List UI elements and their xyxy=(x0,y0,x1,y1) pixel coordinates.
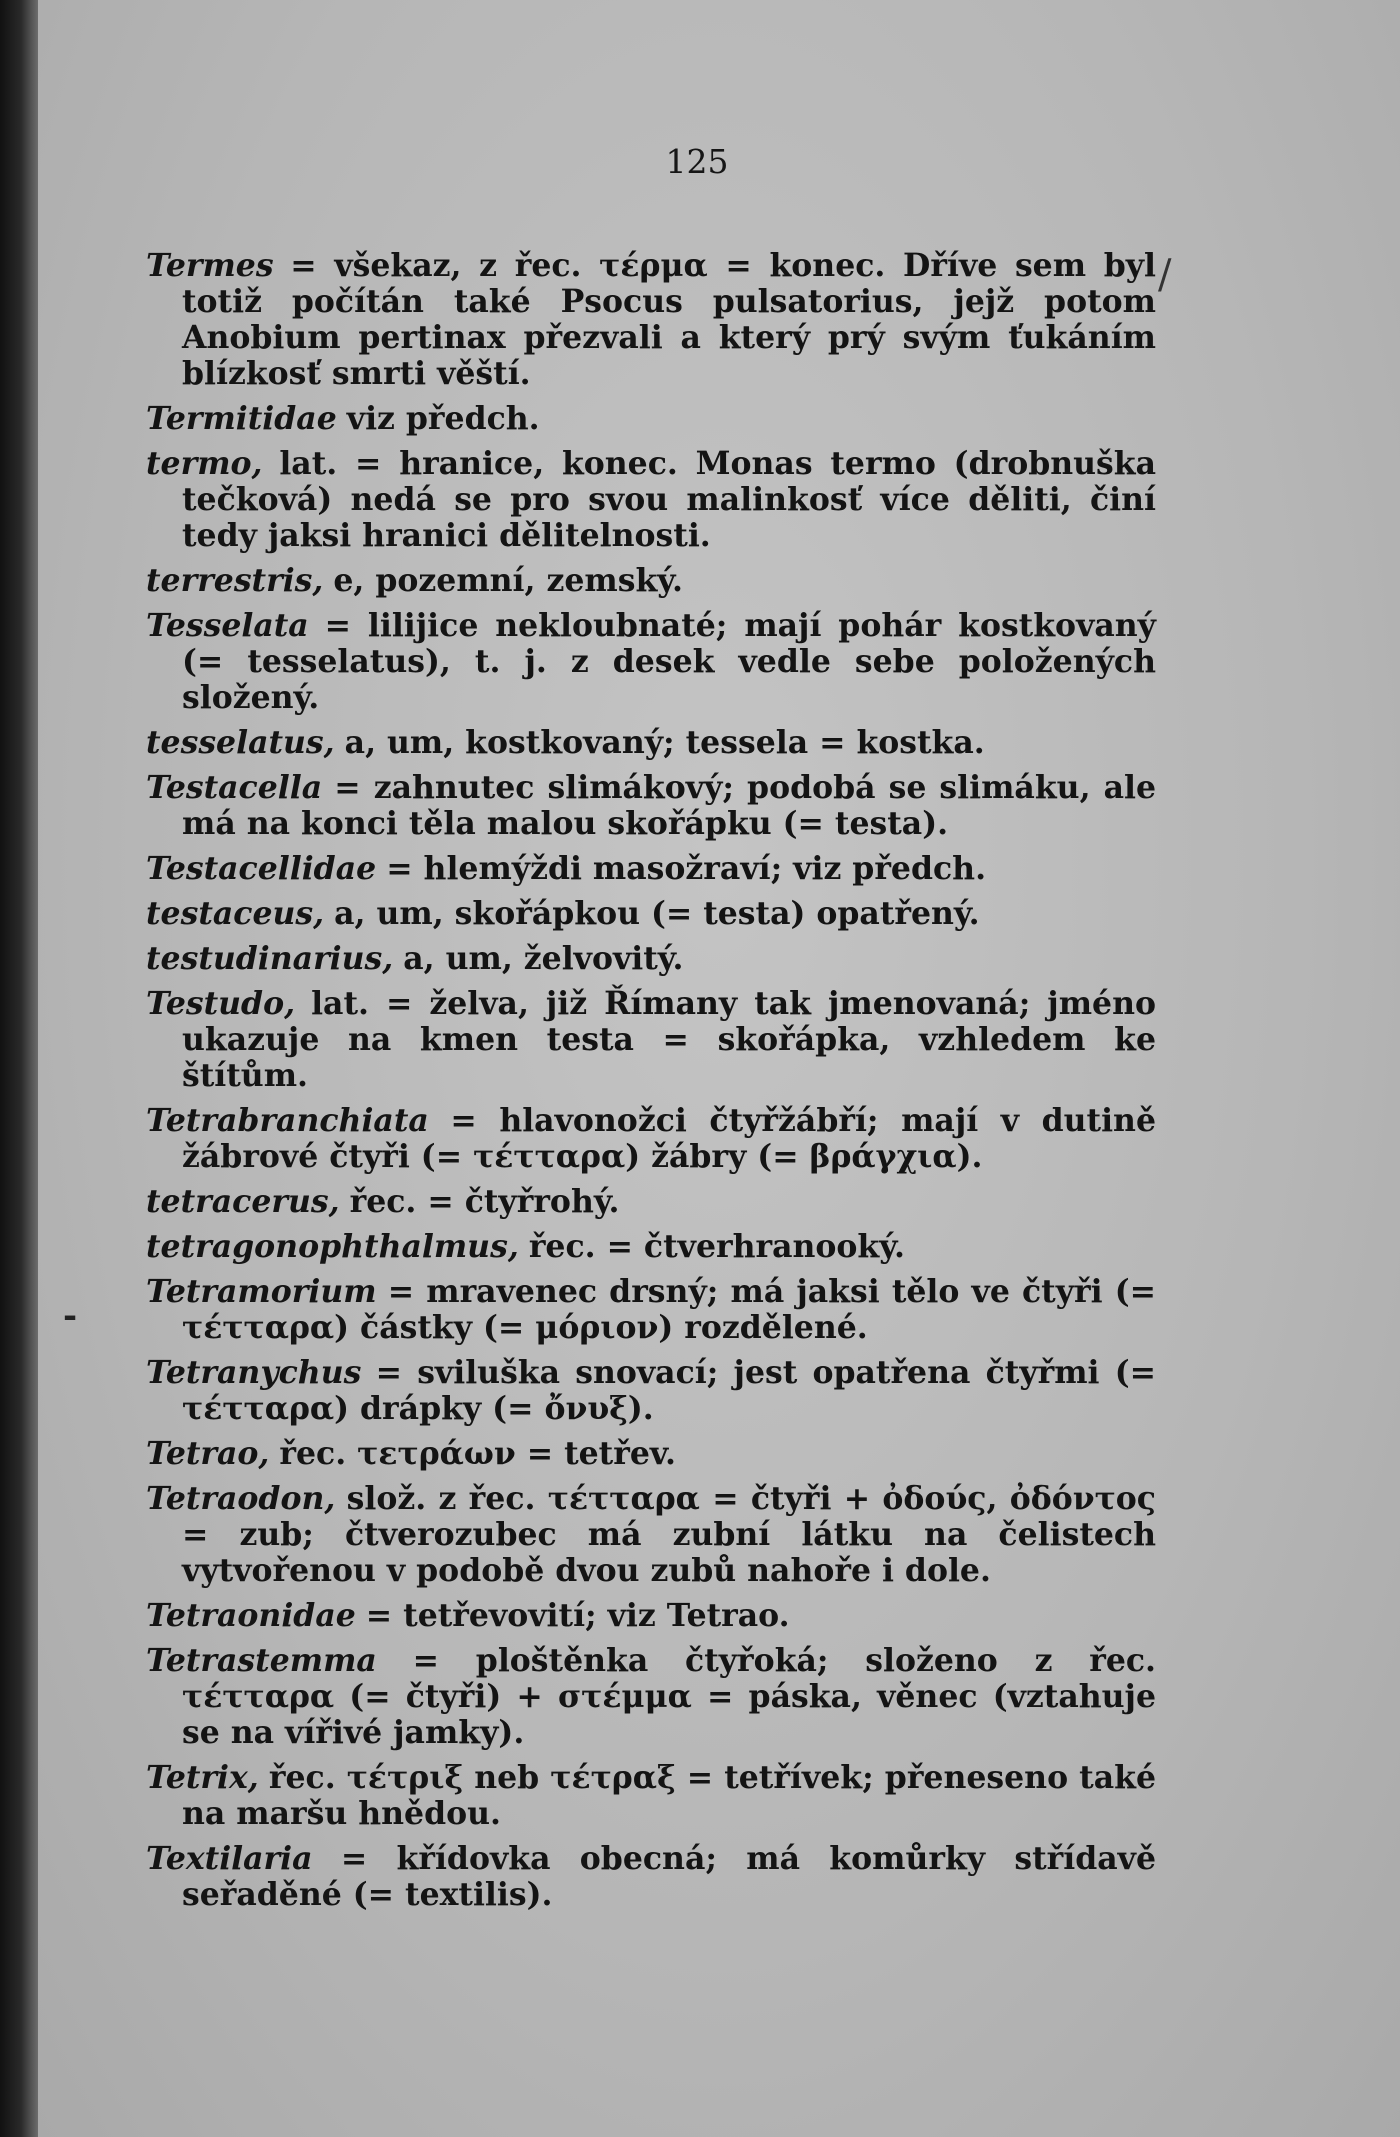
entry-text: = všekaz, z řec. τέρμα = konec. Dříve sem byl totiž počítán také Psocus pulsatorius, jejž potom Anobium pertinax přezvali a který prý svým ťukáním blízkosť smrti věští. xyxy=(182,247,1157,392)
entry-text: = křídovka obecná; má komůrky střídavě seřaděné (= textilis). xyxy=(182,1840,1157,1913)
scanned-page xyxy=(38,0,1400,2137)
entry-head: Testacellidae xyxy=(146,850,377,887)
entry-termitidae xyxy=(146,401,1156,437)
entry-tetrabranchiata xyxy=(146,1103,1156,1175)
entry-text: = sviluška snovací; jest opatřena čtyřmi (= τέτταρα) drápky (= ὄνυξ). xyxy=(182,1354,1157,1427)
entry-testaceus xyxy=(146,896,1156,932)
entry-text: a, um, skořápkou (= testa) opatřený. xyxy=(334,895,980,932)
margin-mark-dash: - xyxy=(63,1296,78,1336)
entry-head: terrestris, xyxy=(146,562,324,599)
entry-tetrastemma xyxy=(146,1643,1156,1751)
dictionary-entries xyxy=(146,248,1156,1922)
entry-tetragonophthalmus xyxy=(146,1229,1156,1265)
entry-testacella xyxy=(146,770,1156,842)
entry-head: Termitidae xyxy=(146,400,337,437)
entry-text: = tetřevovití; viz Tetrao. xyxy=(365,1597,790,1634)
entry-tetranychus xyxy=(146,1355,1156,1427)
entry-head: testaceus, xyxy=(146,895,325,932)
entry-head: Textilaria xyxy=(146,1840,313,1877)
entry-tetracerus xyxy=(146,1184,1156,1220)
entry-head: Tetrix, xyxy=(146,1759,259,1796)
entry-head: Tetrabranchiata xyxy=(146,1102,429,1139)
entry-head: Tetramorium xyxy=(146,1273,377,1310)
entry-text: = hlemýždi masožraví; viz předch. xyxy=(386,850,987,887)
entry-head: termo, xyxy=(146,445,263,482)
entry-text: slož. z řec. τέτταρα = čtyři + ὀδούς, ὀδόντος = zub; čtverozubec má zubní látku na čelistech vytvořenou v podobě dvou zubů nahoře i dole. xyxy=(182,1480,1156,1589)
entry-tesselatus xyxy=(146,725,1156,761)
entry-text: a, um, kostkovaný; tessela = kostka. xyxy=(344,724,985,761)
entry-head: Termes xyxy=(146,247,274,284)
entry-testudinarius xyxy=(146,941,1156,977)
entry-head: Tetraonidae xyxy=(146,1597,356,1634)
entry-tetrao xyxy=(146,1436,1156,1472)
entry-testudo xyxy=(146,986,1156,1094)
entry-head: tetragonophthalmus, xyxy=(146,1228,519,1265)
entry-head: Tetrastemma xyxy=(146,1642,377,1679)
entry-head: tetracerus, xyxy=(146,1183,340,1220)
entry-tetraonidae xyxy=(146,1598,1156,1634)
entry-termo xyxy=(146,446,1156,554)
entry-head: Testacella xyxy=(146,769,323,806)
entry-head: Tetranychus xyxy=(146,1354,362,1391)
entry-head: Tesselata xyxy=(146,607,309,644)
entry-tetramorium xyxy=(146,1274,1156,1346)
entry-text: = ploštěnka čtyřoká; složeno z řec. τέτταρα (= čtyři) + στέμμα = páska, věnec (vztahuje se na vířivé jamky). xyxy=(182,1642,1157,1751)
entry-testacellidae xyxy=(146,851,1156,887)
page-number: 125 xyxy=(665,142,729,181)
entry-tetraodon xyxy=(146,1481,1156,1589)
entry-text: e, pozemní, zemský. xyxy=(333,562,683,599)
entry-text: řec. τετράων = tetřev. xyxy=(279,1435,676,1472)
entry-text: = zahnutec slimákový; podobá se slimáku, ale má na konci těla malou skořápku (= testa). xyxy=(182,769,1157,842)
entry-head: Tetrao, xyxy=(146,1435,270,1472)
margin-mark-slash: / xyxy=(1158,252,1172,298)
entry-text: lat. = hranice, konec. Monas termo (drobnuška tečková) nedá se pro svou malinkosť více děliti, činí tedy jaksi hranici dělitelnosti. xyxy=(182,445,1157,554)
entry-text: řec. = čtyřrohý. xyxy=(349,1183,620,1220)
entry-tetrix xyxy=(146,1760,1156,1832)
entry-head: tesselatus, xyxy=(146,724,335,761)
entry-text: řec. τέτριξ neb τέτραξ = tetřívek; přeneseno také na maršu hnědou. xyxy=(182,1759,1157,1832)
entry-tesselata xyxy=(146,608,1156,716)
entry-head: Testudo, xyxy=(146,985,296,1022)
entry-head: testudinarius, xyxy=(146,940,394,977)
entry-text: = hlavonožci čtyřžábří; mají v dutině žábrové čtyři (= τέτταρα) žábry (= βράγχια). xyxy=(182,1102,1156,1175)
entry-text: lat. = želva, již Římany tak jmenovaná; jméno ukazuje na kmen testa = skořápka, vzhledem ke štítům. xyxy=(182,985,1156,1094)
entry-text: = mravenec drsný; má jaksi tělo ve čtyři (= τέτταρα) částky (= μόριον) rozdělené. xyxy=(182,1273,1156,1346)
entry-text: řec. = čtverhranooký. xyxy=(528,1228,905,1265)
entry-text: = lilijice nekloubnaté; mají pohár kostkovaný (= tesselatus), t. j. z desek vedle sebe položených složený. xyxy=(182,607,1156,716)
entry-textilaria xyxy=(146,1841,1156,1913)
entry-text: a, um, želvovitý. xyxy=(403,940,684,977)
page-shadow-edge xyxy=(0,0,38,2137)
entry-text: viz předch. xyxy=(346,400,540,437)
entry-head: Tetraodon, xyxy=(146,1480,336,1517)
entry-terrestris xyxy=(146,563,1156,599)
entry-termes xyxy=(146,248,1156,392)
